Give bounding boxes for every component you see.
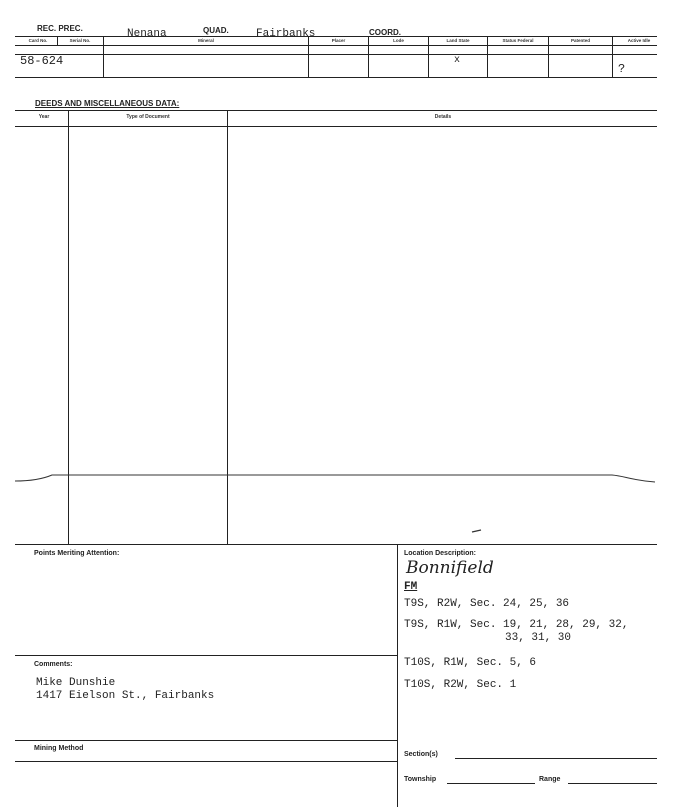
col-active-idle: Active Idle: [627, 38, 651, 43]
comments-rule: [15, 655, 397, 656]
header-divider: [548, 37, 549, 77]
col-lode: Lode: [393, 38, 404, 43]
location-line-1: T9S, R2W, Sec. 24, 25, 36: [404, 598, 570, 610]
location-handwritten: Bonnifield: [406, 558, 494, 578]
comments-label: Comments:: [34, 661, 73, 668]
section-label: Section(s): [404, 751, 438, 758]
header-mid-rule: [15, 54, 657, 55]
header-divider: [428, 37, 429, 77]
coord-label: COORD.: [369, 28, 401, 37]
rec-prec-value: Nenana: [127, 28, 167, 40]
mining-rule: [15, 740, 397, 741]
location-label: Location Description:: [404, 550, 476, 557]
land-state-mark: x: [454, 55, 461, 66]
mining-bottom-rule: [15, 761, 397, 762]
col-land-state: Land State: [446, 38, 470, 43]
section-fill-line[interactable]: [455, 758, 657, 759]
bottom-top-rule: [15, 544, 657, 545]
header-bottom-rule: [15, 77, 657, 78]
comments-line-2: 1417 Eielson St., Fairbanks: [36, 690, 215, 702]
active-idle-value: ?: [618, 62, 626, 76]
bottom-center-divider: [397, 545, 398, 807]
rec-prec-label: REC. PREC.: [37, 24, 83, 33]
header-divider: [612, 37, 613, 77]
location-line-2a: T9S, R1W, Sec. 19, 21, 28, 29, 32,: [404, 619, 629, 631]
header-divider: [308, 37, 309, 77]
deeds-title: DEEDS AND MISCELLANEOUS DATA:: [35, 99, 180, 108]
township-label: Township: [404, 776, 437, 783]
col-serial-no: Serial No.: [69, 38, 91, 43]
col-patented: Patented: [570, 38, 590, 43]
header-divider: [103, 37, 104, 77]
mining-method-label: Mining Method: [34, 745, 84, 752]
col-status-federal: Status Federal: [502, 38, 534, 43]
location-meridian: FM: [404, 581, 418, 593]
header-label-rule: [15, 45, 657, 46]
quad-value: Fairbanks: [256, 28, 316, 40]
quad-label: QUAD.: [203, 26, 229, 35]
stray-mark: [470, 528, 484, 536]
col-card-no: Card No.: [28, 38, 48, 43]
header-top-rule: [15, 36, 657, 37]
deeds-header-rule: [15, 126, 657, 127]
location-line-4: T10S, R2W, Sec. 1: [404, 679, 517, 691]
card-no-value: 58-624: [20, 54, 64, 68]
header-divider: [487, 37, 488, 77]
col-year: Year: [38, 114, 50, 120]
deeds-top-rule: [15, 110, 657, 111]
fold-line: [0, 466, 678, 492]
points-label: Points Meriting Attention:: [34, 550, 120, 557]
range-label: Range: [539, 776, 561, 783]
col-details: Details: [434, 114, 452, 120]
township-fill-line[interactable]: [447, 783, 535, 784]
location-line-3: T10S, R1W, Sec. 5, 6: [404, 657, 537, 669]
col-mineral: Mineral: [198, 38, 214, 43]
col-type-of-document: Type of Document: [126, 114, 170, 120]
header-divider: [368, 37, 369, 77]
col-placer: Placer: [331, 38, 346, 43]
location-line-2b: 33, 31, 30: [505, 632, 572, 644]
range-fill-line[interactable]: [568, 783, 657, 784]
comments-line-1: Mike Dunshie: [36, 677, 116, 689]
